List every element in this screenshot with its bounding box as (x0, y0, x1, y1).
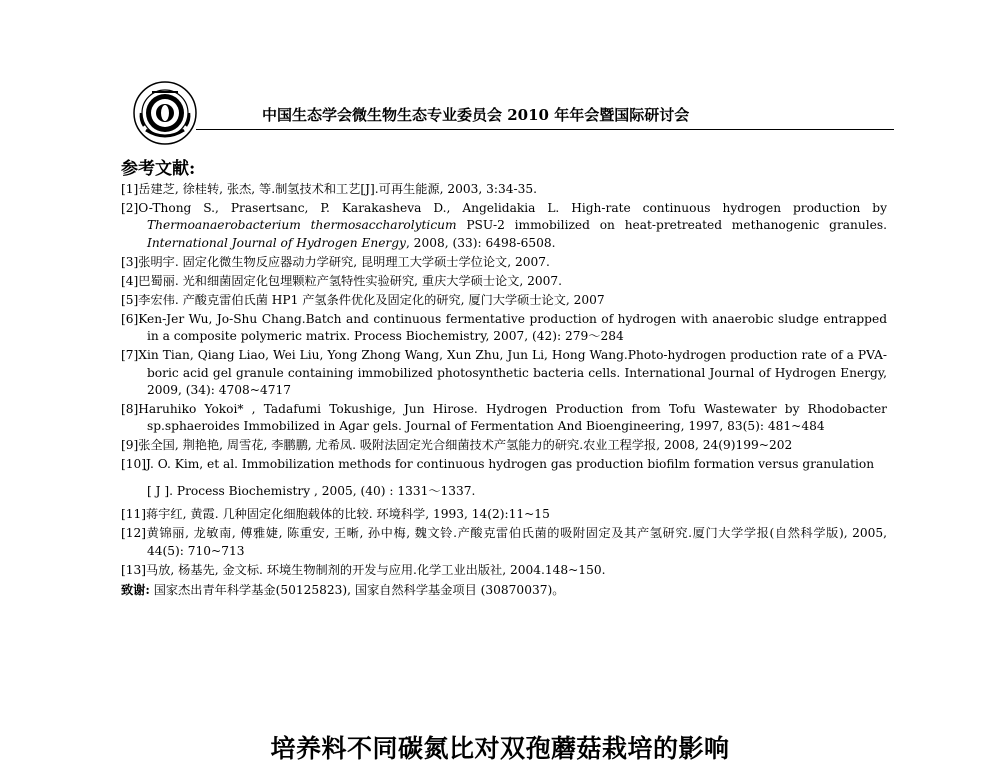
references-heading: 参考文献: (121, 159, 196, 179)
reference-item: [11]蒋宇红, 黄霞. 几种固定化细胞载体的比较. 环境科学, 1993, 14(2):11~15 (121, 507, 550, 522)
reference-item (121, 200, 887, 252)
reference-journal: International Journal of Hydrogen Energy (147, 235, 406, 250)
reference-item: [4]巴蜀丽. 光和细菌固定化包埋颗粒产氢特性实验研究, 重庆大学硕士论文, 2007. (121, 273, 563, 288)
seal-icon (132, 80, 198, 146)
reference-item: [6]Ken-Jer Wu, Jo-Shu Chang.Batch and continuous fermentative production of hydrogen with anaerobic sludge entrapped in a composite polymeric matrix. Process Biochemistry, 2007, (42): 279～284 (121, 311, 887, 344)
next-article-title: 培养料不同碳氮比对双孢蘑菇栽培的影响 (270, 734, 730, 763)
reference-item-continuation: [ J ]. Process Biochemistry , 2005, (40) : 1331～1337. (147, 483, 476, 498)
header-divider (196, 129, 894, 130)
reference-item: [5]李宏伟. 产酸克雷伯氏菌 HP1 产氢条件优化及固定化的研究, 厦门大学硕士论文, 2007 (121, 292, 605, 307)
society-logo (132, 80, 198, 146)
reference-species: Thermoanaerobacterium thermosaccharolyticum (147, 218, 457, 233)
reference-item: [7]Xin Tian, Qiang Liao, Wei Liu, Yong Zhong Wang, Xun Zhu, Jun Li, Hong Wang.Photo-hydrogen production rate of a PVA-boric acid gel granule containing immobilized photosynthetic bacteria cells. International Journal of Hydrogen Energy, 2009, (34): 4708~4717 (121, 348, 887, 398)
acknowledgement (121, 582, 887, 599)
reference-text: PSU-2 immobilized on heat-pretreated methanogenic granules. (456, 218, 887, 233)
reference-item: [1]岳建芝, 徐桂转, 张杰, 等.制氢技术和工艺[J].可再生能源, 2003, 3:34-35. (121, 182, 537, 196)
reference-item: [8]Haruhiko Yokoi* , Tadafumi Tokushige, Jun Hirose. Hydrogen Production from Tofu Wastewater by Rhodobacter sp.sphaeroides Immobilized in Agar gels. Journal of Fermentation And Bioengineering, 1997, 83(5): 481~484 (121, 402, 887, 434)
reference-text: [2]O-Thong S., Prasertsanc, P. Karakasheva D., Angelidakia L. High-rate continuous hydrogen production by (121, 201, 887, 215)
reference-item: [9]张全国, 荆艳艳, 周雪花, 李鹏鹏, 尤希凤. 吸附法固定光合细菌技术产氢能力的研究.农业工程学报, 2008, 24(9)199~202 (121, 438, 793, 453)
reference-item: [12]黄锦丽, 龙敏南, 傅雅婕, 陈重安, 王晰, 孙中梅, 魏文铃.产酸克雷伯氏菌的吸附固定及其产氢研究.厦门大学学报(自然科学版), 2005, 44(5): 710~713 (121, 526, 887, 558)
reference-item: [3]张明宇. 固定化微生物反应器动力学研究, 昆明理工大学硕士学位论文, 2007. (121, 254, 550, 269)
acknowledgement-label: 致谢: (121, 583, 150, 598)
reference-list (121, 181, 887, 601)
reference-item: [13]马放, 杨基先, 金文标. 环境生物制剂的开发与应用.化学工业出版社, 2004.148~150. (121, 562, 606, 577)
acknowledgement-text: 国家杰出青年科学基金(50125823), 国家自然科学基金项目 (30870037)。 (149, 583, 565, 598)
reference-item: [10]J. O. Kim, et al. Immobilization methods for continuous hydrogen gas production biofilm formation versus granulation (121, 457, 875, 472)
reference-text: , 2008, (33): 6498-6508. (405, 235, 556, 250)
conference-header-title: 中国生态学会微生物生态专业委员会 2010 年年会暨国际研讨会 (262, 106, 690, 124)
